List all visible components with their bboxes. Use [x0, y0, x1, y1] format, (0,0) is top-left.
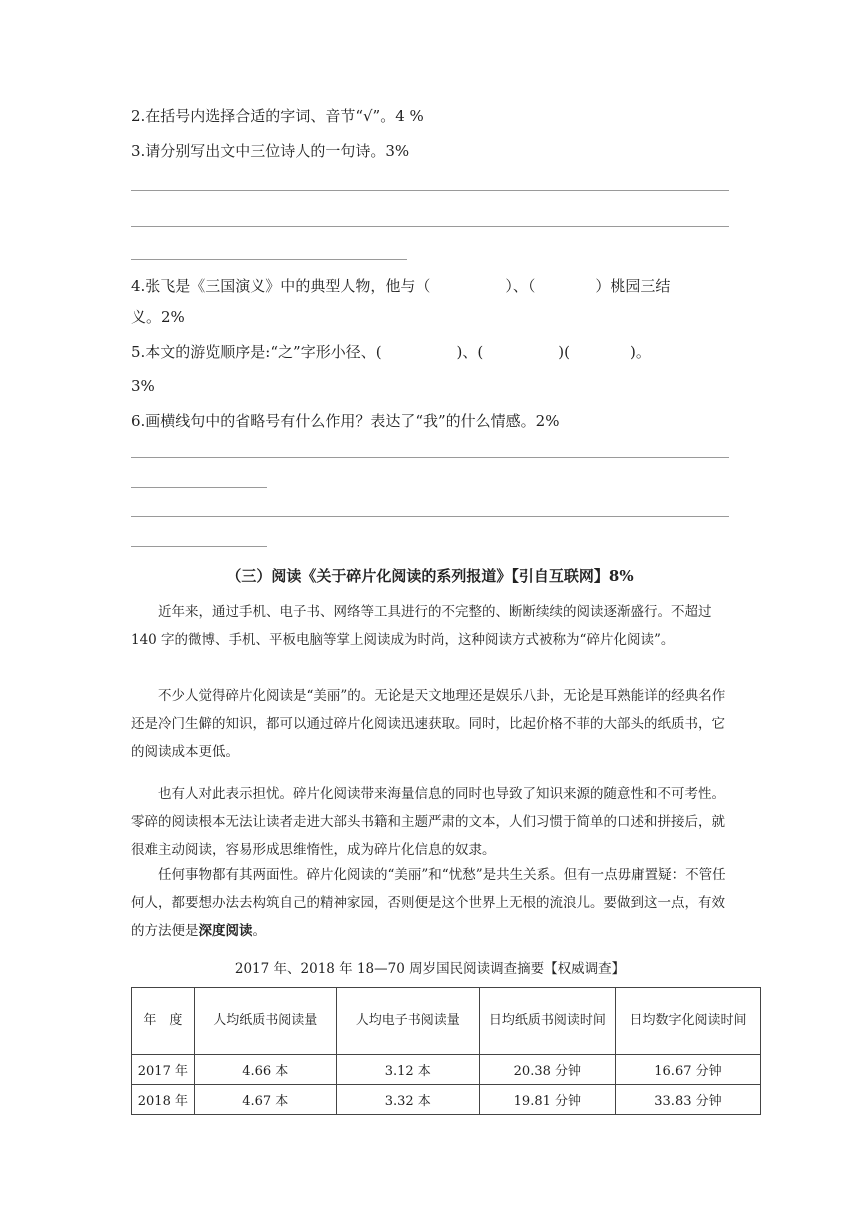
cell-digital-time: 16.67 分钟	[615, 1055, 760, 1085]
cell-ebooks: 3.32 本	[336, 1085, 479, 1115]
paragraph-1-text: 近年来，通过手机、电子书、网络等工具进行的不完整的、断断续续的阅读逐渐盛行。不超过 140 字的微博、手机、平板电脑等掌上阅读成为时尚，这种阅读方式被称为“碎片化阅读”。	[131, 604, 712, 648]
table-caption: 2017 年、2018 年 18—70 周岁国民阅读调查摘要【权威调查】	[234, 961, 626, 977]
header-paper-time: 日均纸质书阅读时间	[479, 988, 615, 1055]
cell-digital-time: 33.83 分钟	[615, 1085, 760, 1115]
paragraph-4-end: 。	[252, 923, 266, 939]
header-year: 年 度	[132, 988, 195, 1055]
question-6: 6.画横线句中的省略号有什么作用？表达了“我”的什么情感。2%	[131, 412, 560, 430]
answer-line	[131, 516, 729, 517]
cell-ebooks: 3.12 本	[336, 1055, 479, 1085]
answer-line	[131, 190, 729, 191]
answer-line	[131, 226, 729, 227]
table-row	[132, 1055, 761, 1085]
cell-paper-time: 20.38 分钟	[479, 1055, 615, 1085]
paragraph-1	[131, 598, 731, 654]
header-paper-books: 人均纸质书阅读量	[194, 988, 336, 1055]
answer-line	[131, 487, 267, 488]
emphasis-deep-reading: 深度阅读	[198, 923, 253, 939]
question-4-line1: 4.张飞是《三国演义》中的典型人物，他与（ ）、（ ）桃园三结	[131, 277, 671, 295]
cell-paper-time: 19.81 分钟	[479, 1085, 615, 1115]
question-5-line1: 5.本文的游览顺序是:“之”字形小径、( )、( )( )。	[131, 343, 651, 361]
table-row	[132, 1085, 761, 1115]
reading-survey-table	[131, 987, 761, 1115]
table-header-row	[132, 988, 761, 1055]
question-2: 2.在括号内选择合适的字词、音节“√”。4 %	[131, 107, 424, 125]
cell-year: 2017 年	[132, 1055, 195, 1085]
cell-year: 2018 年	[132, 1085, 195, 1115]
question-4-line2: 义。2%	[131, 308, 185, 326]
paragraph-2-text: 不少人觉得碎片化阅读是“美丽”的。无论是天文地理还是娱乐八卦，无论是耳熟能详的经典名作还是冷门生僻的知识，都可以通过碎片化阅读迅速获取。同时，比起价格不菲的大部头的纸质书，它的阅读成本更低。	[131, 688, 726, 760]
section-heading: （三）阅读《关于碎片化阅读的系列报道》【引自互联网】8%	[226, 567, 634, 585]
answer-line	[131, 457, 729, 458]
header-ebooks: 人均电子书阅读量	[336, 988, 479, 1055]
answer-line	[131, 259, 407, 260]
paragraph-4	[131, 861, 731, 945]
question-3: 3.请分别写出文中三位诗人的一句诗。3%	[131, 142, 410, 160]
header-digital-time: 日均数字化阅读时间	[615, 988, 760, 1055]
paragraph-3-text: 也有人对此表示担忧。碎片化阅读带来海量信息的同时也导致了知识来源的随意性和不可考性。零碎的阅读根本无法让读者走进大部头书籍和主题严肃的文本，人们习惯于简单的口述和拼接后，就很难主动阅读，容易形成思维惰性，成为碎片化信息的奴隶。	[131, 786, 725, 858]
cell-paper-books: 4.66 本	[194, 1055, 336, 1085]
paragraph-2	[131, 682, 731, 766]
paragraph-3	[131, 780, 731, 864]
paragraph-4-text: 任何事物都有其两面性。碎片化阅读的“美丽”和“忧愁”是共生关系。但有一点毋庸置疑：不管任何人，都要想办法去构筑自己的精神家园，否则便是这个世界上无根的流浪儿。要做到这一点，有效的方法便是	[131, 867, 726, 939]
cell-paper-books: 4.67 本	[194, 1085, 336, 1115]
answer-line	[131, 546, 267, 547]
question-5-line2: 3%	[131, 377, 155, 395]
